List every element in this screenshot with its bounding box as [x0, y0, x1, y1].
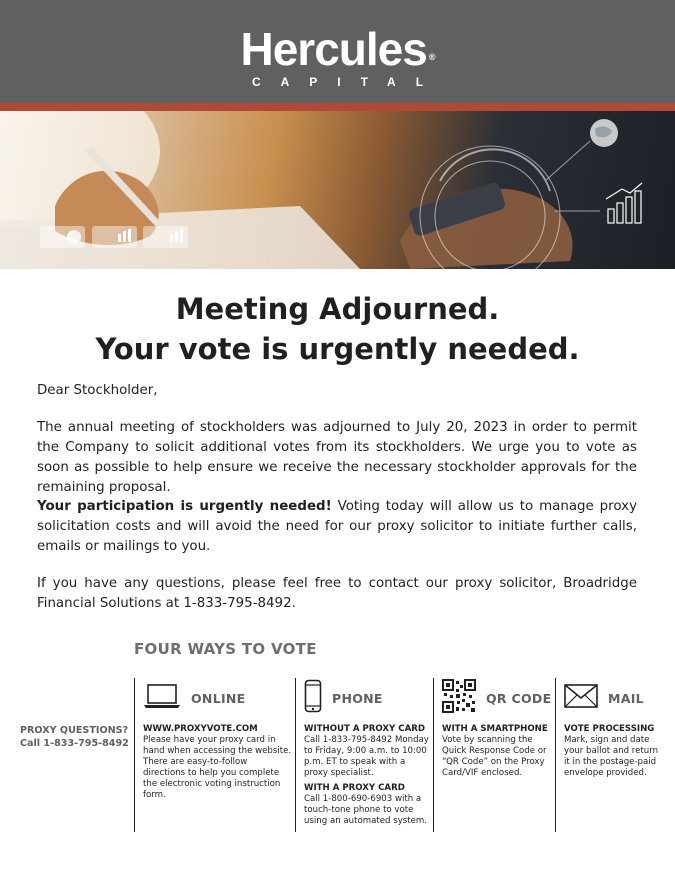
mail-label: MAIL — [608, 690, 644, 706]
online-text: Please have your proxy card in hand when accessing the website. There are easy-to-follow directions to help you complete the electronic voting instruction form. — [143, 735, 292, 800]
letter-paragraph-2-text: Voting today will allow us to manage proxy solicitation costs and will avoid the need for our proxy solicitor to initiate further calls, emails or mailings to you. — [37, 499, 637, 554]
online-header — [143, 680, 246, 716]
qr-code-icon — [442, 679, 476, 717]
vote-method-phone — [295, 678, 431, 832]
mail-text: Mark, sign and date your ballot and return it in the postage-paid envelope provided. — [564, 735, 659, 778]
company-logo — [0, 22, 675, 76]
registered-mark: ® — [428, 52, 435, 62]
headline-line-1: Meeting Adjourned. — [175, 292, 500, 326]
greeting: Dear Stockholder, — [37, 383, 158, 398]
laptop-icon — [143, 683, 181, 713]
section-title: FOUR WAYS TO VOTE — [134, 640, 317, 658]
logo-subtitle: CAPITAL — [251, 75, 444, 89]
letter-paragraph-1: The annual meeting of stockholders was adjourned to July 20, 2023 in order to permit the Company to solicit additional votes from its stockholders. We urge you to vote as soon as possible to help ensure we receive the necessary stockholder approvals for the remaining proposal. — [37, 420, 637, 495]
headline-line-2: Your vote is urgently needed. — [95, 332, 580, 366]
accent-stripe — [0, 103, 675, 111]
hero-image — [0, 111, 675, 269]
vote-method-qr — [433, 678, 554, 832]
qr-heading: WITH A SMARTPHONE — [442, 724, 548, 734]
envelope-icon — [564, 684, 598, 712]
qr-text: Vote by scanning the Quick Response Code or “QR Code” on the Proxy Card/VIF enclosed. — [442, 735, 547, 778]
phone-text-1: Call 1-833-795-8492 Monday to Friday, 9:00 a.m. to 10:00 p.m. ET to speak with a proxy specialist. — [304, 735, 429, 778]
vote-method-mail — [555, 678, 665, 832]
proxy-questions-label: PROXY QUESTIONS? — [20, 725, 129, 736]
online-details — [143, 724, 292, 801]
online-label: ONLINE — [191, 690, 246, 706]
letter-paragraph-3: If you have any questions, please feel free to contact our proxy solicitor, Broadridge Financial Solutions at 1-833-795-8492. — [37, 576, 637, 611]
vote-method-online — [134, 678, 294, 832]
proxy-questions-phone: Call 1-833-795-8492 — [20, 738, 129, 749]
phone-heading-2: WITH A PROXY CARD — [304, 783, 405, 793]
proxy-questions — [20, 724, 129, 750]
online-heading[interactable]: WWW.PROXYVOTE.COM — [143, 724, 258, 734]
header-banner — [0, 0, 675, 103]
mail-header — [564, 680, 644, 716]
phone-heading-1: WITHOUT A PROXY CARD — [304, 724, 425, 734]
mail-details — [564, 724, 663, 779]
qr-label: QR CODE — [486, 690, 552, 706]
phone-text-2: Call 1-800-690-6903 with a touch-tone phone to vote using an automated system. — [304, 794, 428, 826]
qr-header — [442, 680, 551, 716]
phone-header — [304, 680, 383, 716]
qr-details — [442, 724, 552, 779]
phone-icon — [304, 679, 322, 717]
urgent-callout: Your participation is urgently needed! — [37, 499, 332, 514]
logo-wordmark: Hercules — [240, 23, 427, 75]
phone-label: PHONE — [332, 690, 383, 706]
letter-paragraph-2 — [37, 497, 637, 557]
phone-details — [304, 724, 429, 827]
mail-heading: VOTE PROCESSING — [564, 724, 655, 734]
